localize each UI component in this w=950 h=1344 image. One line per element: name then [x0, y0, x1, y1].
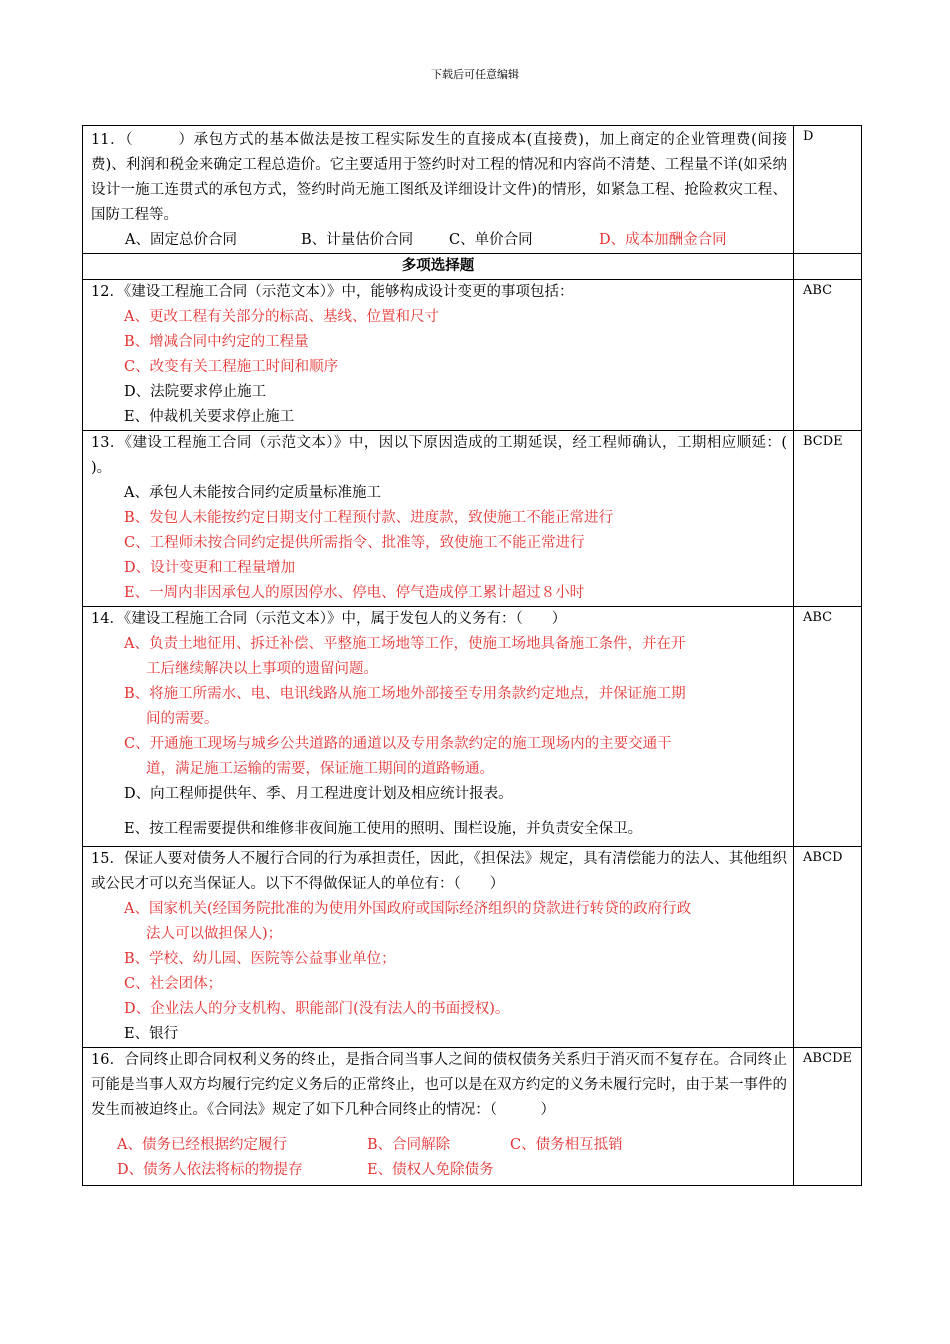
question-cell [83, 847, 794, 1048]
question-stem: 12．《建设工程施工合同（示范文本）》中，能够构成设计变更的事项包括： [91, 284, 574, 300]
option-b-line-2: 间的需要。 [146, 711, 219, 727]
option-a-line-1: A、负责土地征用、拆迁补偿、平整施工场地等工作，使施工场地具备施工条件，并在开 [124, 636, 686, 652]
option-b: B、学校、幼儿园、医院等公益事业单位； [124, 951, 396, 967]
question-stem: 11．（ ）承包方式的基本做法是按工程实际发生的直接成本(直接费)，加上商定的企业管理费(间接费)、利润和税金来确定工程总造价。它主要适用于签约时对工程的情况和内容尚不清楚、工程量不详(如采纳设计一施工连贯式的承包方式，签约时尚无施工图纸及详细设计文件)的情形，如紧急工程、抢险救灾工程、国防工程等。 [91, 132, 787, 223]
option-a-line-2: 工后继续解决以上事项的遗留问题。 [146, 661, 378, 677]
option-c [83, 732, 793, 782]
option-c: C、工程师未按合同约定提供所需指令、批准等，致使施工不能正常进行 [124, 535, 585, 551]
question-row-12 [83, 280, 862, 431]
option-c: C、单价合同 [449, 232, 533, 248]
spacer [83, 807, 793, 817]
option-d: D、法院要求停止施工 [124, 384, 267, 400]
option-e: E、债权人免除债务 [367, 1162, 494, 1178]
option-a: A、固定总价合同 [125, 232, 237, 248]
question-row-15 [83, 847, 862, 1048]
option-d: D、向工程师提供年、季、月工程进度计划及相应统计报表。 [124, 786, 513, 802]
question-cell [83, 431, 807, 607]
option-a-line-1: A、国家机关(经国务院批准的为使用外国政府或国际经济组织的贷款进行转贷的政府行政 [124, 901, 692, 917]
section-title: 多项选择题 [83, 254, 794, 280]
option-c: C、改变有关工程施工时间和顺序 [124, 359, 339, 375]
option-b: B、发包人未能按约定日期支付工程预付款、进度款，致使施工不能正常进行 [124, 510, 614, 526]
option-c-line-2: 道，满足施工运输的需要，保证施工期间的道路畅通。 [146, 761, 494, 777]
answer-cell: ABCDE [794, 1048, 862, 1186]
section-row [83, 254, 862, 280]
option-b: B、增减合同中约定的工程量 [124, 334, 309, 350]
option-b: B、合同解除 [367, 1137, 451, 1153]
option-line-2 [83, 1158, 793, 1185]
option-a [83, 897, 793, 947]
option-d: D、设计变更和工程量增加 [124, 560, 296, 576]
page-header: 下载后可任意编辑 [431, 68, 519, 81]
option-c: C、社会团体； [124, 976, 223, 992]
option-d: D、债务人依法将标的物提存 [117, 1162, 303, 1178]
question-stem: 16．合同终止即合同权利义务的终止，是指合同当事人之间的债权债务关系归于消灭而不复存在。合同终止可能是当事人双方均履行完约定义务后的正常终止，也可以是在双方约定的义务未履行完时，由于某一事件的发生而被迫终止。《合同法》规定了如下几种合同终止的情况：（ ） [91, 1052, 787, 1118]
option-e: E、银行 [124, 1026, 179, 1042]
option-e: E、一周内非因承包人的原因停水、停电、停气造成停工累计超过８小时 [124, 585, 585, 601]
option-a [83, 632, 793, 682]
question-cell [83, 1048, 794, 1186]
question-stem: 14．《建设工程施工合同（示范文本）》中，属于发包人的义务有：（ ） [91, 611, 567, 627]
answer-cell: ABCD [794, 847, 862, 1048]
answer-cell: BCDE [794, 431, 862, 607]
question-cell [83, 126, 794, 254]
question-stem: 15．保证人要对债务人不履行合同的行为承担责任，因此，《担保法》规定，具有清偿能力的法人、其他组织或公民才可以充当保证人。以下不得做保证人的单位有：（ ） [91, 851, 787, 892]
option-a: A、更改工程有关部分的标高、基线、位置和尺寸 [124, 309, 439, 325]
answer-cell: D [794, 126, 862, 254]
option-d: D、企业法人的分支机构、职能部门(没有法人的书面授权)。 [124, 1001, 510, 1017]
question-row-13 [83, 431, 862, 607]
question-stem: 13．《建设工程施工合同（示范文本）》中，因以下原因造成的工期延误，经工程师确认，工期相应顺延：( )。 [91, 435, 807, 476]
question-cell [83, 280, 794, 431]
option-e: E、仲裁机关要求停止施工 [124, 409, 295, 425]
answer-cell: ABC [794, 280, 862, 431]
option-line [83, 228, 793, 253]
option-e: E、按工程需要提供和维修非夜间施工使用的照明、围栏设施，并负责安全保卫。 [124, 821, 643, 837]
question-cell [83, 607, 794, 847]
answer-cell: ABC [794, 607, 862, 847]
option-b: B、计量估价合同 [301, 232, 414, 248]
spacer [83, 1123, 793, 1133]
answer-cell-empty [794, 254, 862, 280]
option-b [83, 682, 793, 732]
question-table [82, 125, 862, 1186]
option-d: D、成本加酬金合同 [599, 232, 727, 248]
option-a: A、债务已经根据约定履行 [117, 1137, 287, 1153]
option-line-1 [83, 1133, 793, 1158]
question-row-14 [83, 607, 862, 847]
option-b-line-1: B、将施工所需水、电、电讯线路从施工场地外部接至专用条款约定地点，并保证施工期 [124, 686, 686, 702]
option-a-line-2: 法人可以做担保人)； [146, 926, 283, 942]
option-a: A、承包人未能按合同约定质量标准施工 [124, 485, 381, 501]
option-c: C、债务相互抵销 [510, 1137, 623, 1153]
option-c-line-1: C、开通施工现场与城乡公共道路的通道以及专用条款约定的施工现场内的主要交通干 [124, 736, 672, 752]
question-row-16 [83, 1048, 862, 1186]
question-row-11 [83, 126, 862, 254]
